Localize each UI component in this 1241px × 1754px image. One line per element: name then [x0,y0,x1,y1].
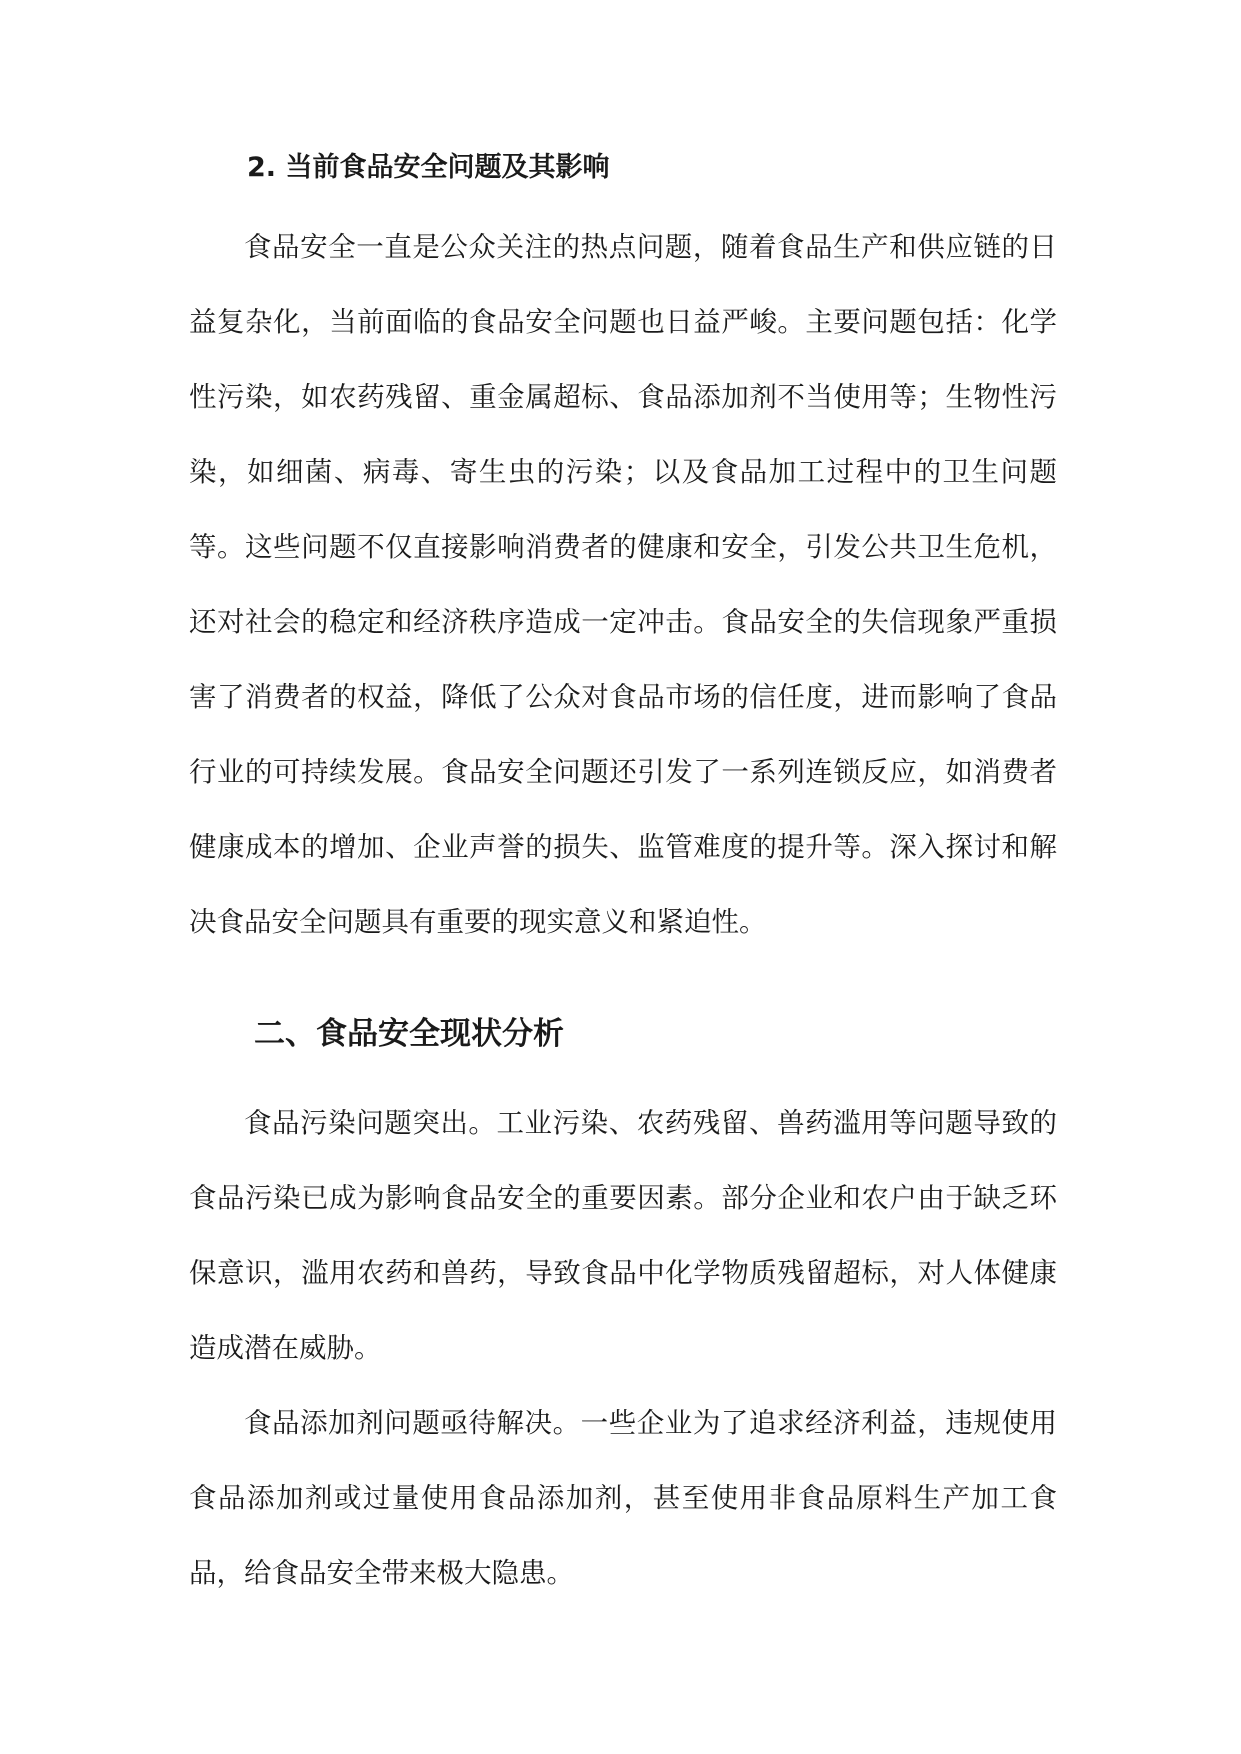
paragraph-food-safety-issues: 食品安全一直是公众关注的热点问题，随着食品生产和供应链的日益复杂化，当前面临的食品安全问题也日益严峻。主要问题包括：化学性污染，如农药残留、重金属超标、食品添加剂不当使用等；生物性污染，如细菌、病毒、寄生虫的污染；以及食品加工过程中的卫生问题等。这些问题不仅直接影响消费者的健康和安全，引发公共卫生危机，还对社会的稳定和经济秩序造成一定冲击。食品安全的失信现象严重损害了消费者的权益，降低了公众对食品市场的信任度，进而影响了食品行业的可持续发展。食品安全问题还引发了一系列连锁反应，如消费者健康成本的增加、企业声誉的损失、监管难度的提升等。深入探讨和解决食品安全问题具有重要的现实意义和紧迫性。 [189,231,1057,938]
subheading: 2. 当前食品安全问题及其影响 [247,152,610,183]
paragraph-food-contamination: 食品污染问题突出。工业污染、农药残留、兽药滥用等问题导致的食品污染已成为影响食品安全的重要因素。部分企业和农户由于缺乏环保意识，滥用农药和兽药，导致食品中化学物质残留超标，对人体健康造成潜在威胁。 [189,1107,1057,1364]
paragraph-food-additives: 食品添加剂问题亟待解决。一些企业为了追求经济利益，违规使用食品添加剂或过量使用食品添加剂，甚至使用非食品原料生产加工食品，给食品安全带来极大隐患。 [189,1407,1057,1589]
section-heading: 二、食品安全现状分析 [254,1016,564,1052]
